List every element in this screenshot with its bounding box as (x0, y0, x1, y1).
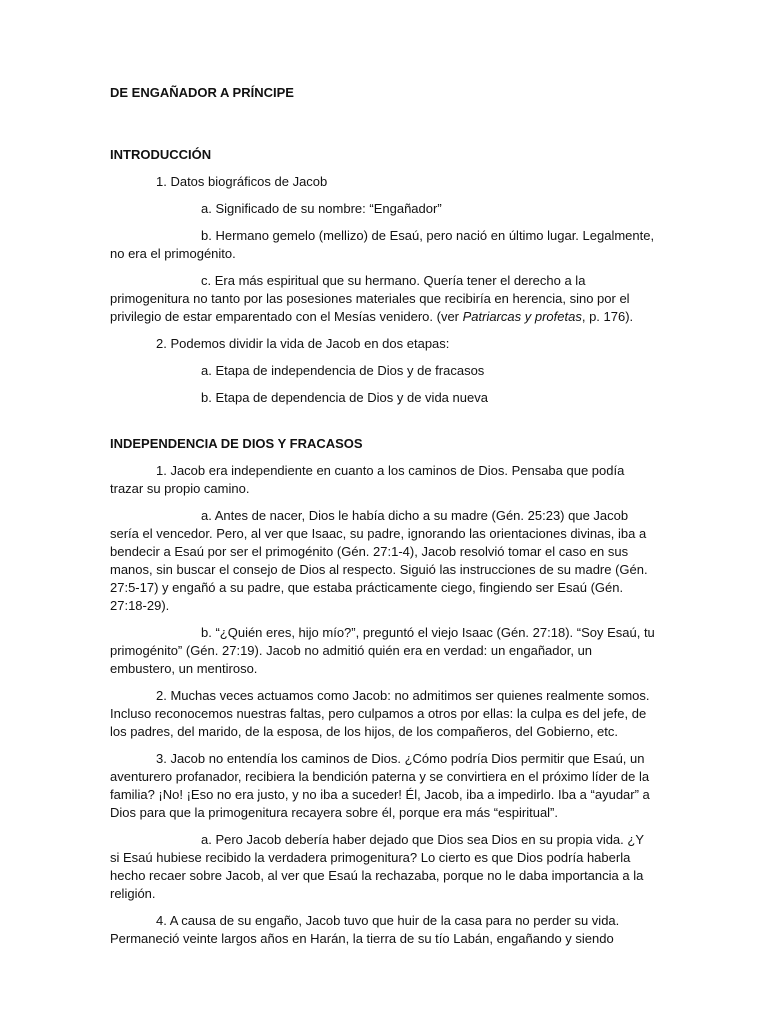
document-title: DE ENGAÑADOR A PRÍNCIPE (110, 85, 294, 100)
paragraph: 2. Podemos dividir la vida de Jacob en dos etapas: (156, 336, 450, 351)
book-title: Patriarcas y profetas (462, 309, 582, 324)
paragraph-text: , p. 176). (581, 309, 634, 324)
paragraph: a. Antes de nacer, Dios le había dicho a su madre (Gén. 25:23) que Jacob sería el vencedor. Pero, al ver que Isaac, su padre, ignorando las orientaciones divinas, iba a bendecir a Esaú por ser el primogénito (Gén. 27:1-4), Jacob resolvió tomar el caso en sus manos, sin buscar el consejo de Dios al respecto. Siguió las instrucciones de su madre (Gén. 27:5-17) y engañó a su padre, que estaba prácticamente ciego, fingiendo ser Esaú (Gén. 27:18-29). (110, 508, 648, 613)
paragraph: b. “¿Quién eres, hijo mío?”, preguntó el viejo Isaac (Gén. 27:18). “Soy Esaú, tu primogénito” (Gén. 27:19). Jacob no admitió quién era en verdad: un engañador, un embustero, un mentiroso. (110, 625, 655, 676)
paragraph: 1. Jacob era independiente en cuanto a los caminos de Dios. Pensaba que podía trazar su propio camino. (110, 463, 625, 496)
paragraph: 3. Jacob no entendía los caminos de Dios. ¿Cómo podría Dios permitir que Esaú, un aventurero profanador, recibiera la bendición paterna y se convirtiera en el próximo líder de la familia? ¡No! ¡Eso no era justo, y no iba a suceder! Él, Jacob, iba a impedirlo. Iba a “ayudar” a Dios para que la primogenitura recayera sobre él, porque era más “espiritual”. (110, 751, 650, 820)
document-body (110, 84, 656, 957)
paragraph: a. Pero Jacob debería haber dejado que Dios sea Dios en su propia vida. ¿Y si Esaú hubiese recibido la verdadera primogenitura? Lo cierto es que Dios podría haberla hecho recaer sobre Jacob, al ver que Esaú la rechazaba, porque no le daba importancia a la religión. (110, 832, 644, 901)
paragraph: a. Etapa de independencia de Dios y de fracasos (201, 363, 485, 378)
paragraph: 4. A causa de su engaño, Jacob tuvo que huir de la casa para no perder su vida. Permaneció veinte largos años en Harán, la tierra de su tío Labán, engañando y siendo (110, 913, 620, 946)
paragraph-text: c. Era más espiritual que su hermano. Quería tener el derecho a la primogenitura no tanto por las posesiones materiales que recibiría en herencia, sino por el privilegio de estar emparentado con el Mesías venidero. (ver (110, 273, 630, 324)
section-heading-introduccion: INTRODUCCIÓN (110, 147, 212, 162)
paragraph: 2. Muchas veces actuamos como Jacob: no admitimos ser quienes realmente somos. Incluso reconocemos nuestras faltas, pero culpamos a otros por ellas: la culpa es del jefe, de los padres, del marido, de la esposa, de los hijos, de los compañeros, del Gobierno, etc. (110, 688, 650, 739)
paragraph: b. Etapa de dependencia de Dios y de vida nueva (201, 390, 488, 405)
paragraph: a. Significado de su nombre: “Engañador” (201, 201, 442, 216)
paragraph (110, 272, 656, 326)
section-heading-independencia: INDEPENDENCIA DE DIOS Y FRACASOS (110, 436, 363, 451)
paragraph: 1. Datos biográficos de Jacob (156, 174, 328, 189)
paragraph: b. Hermano gemelo (mellizo) de Esaú, pero nació en último lugar. Legalmente, no era el primogénito. (110, 228, 655, 261)
